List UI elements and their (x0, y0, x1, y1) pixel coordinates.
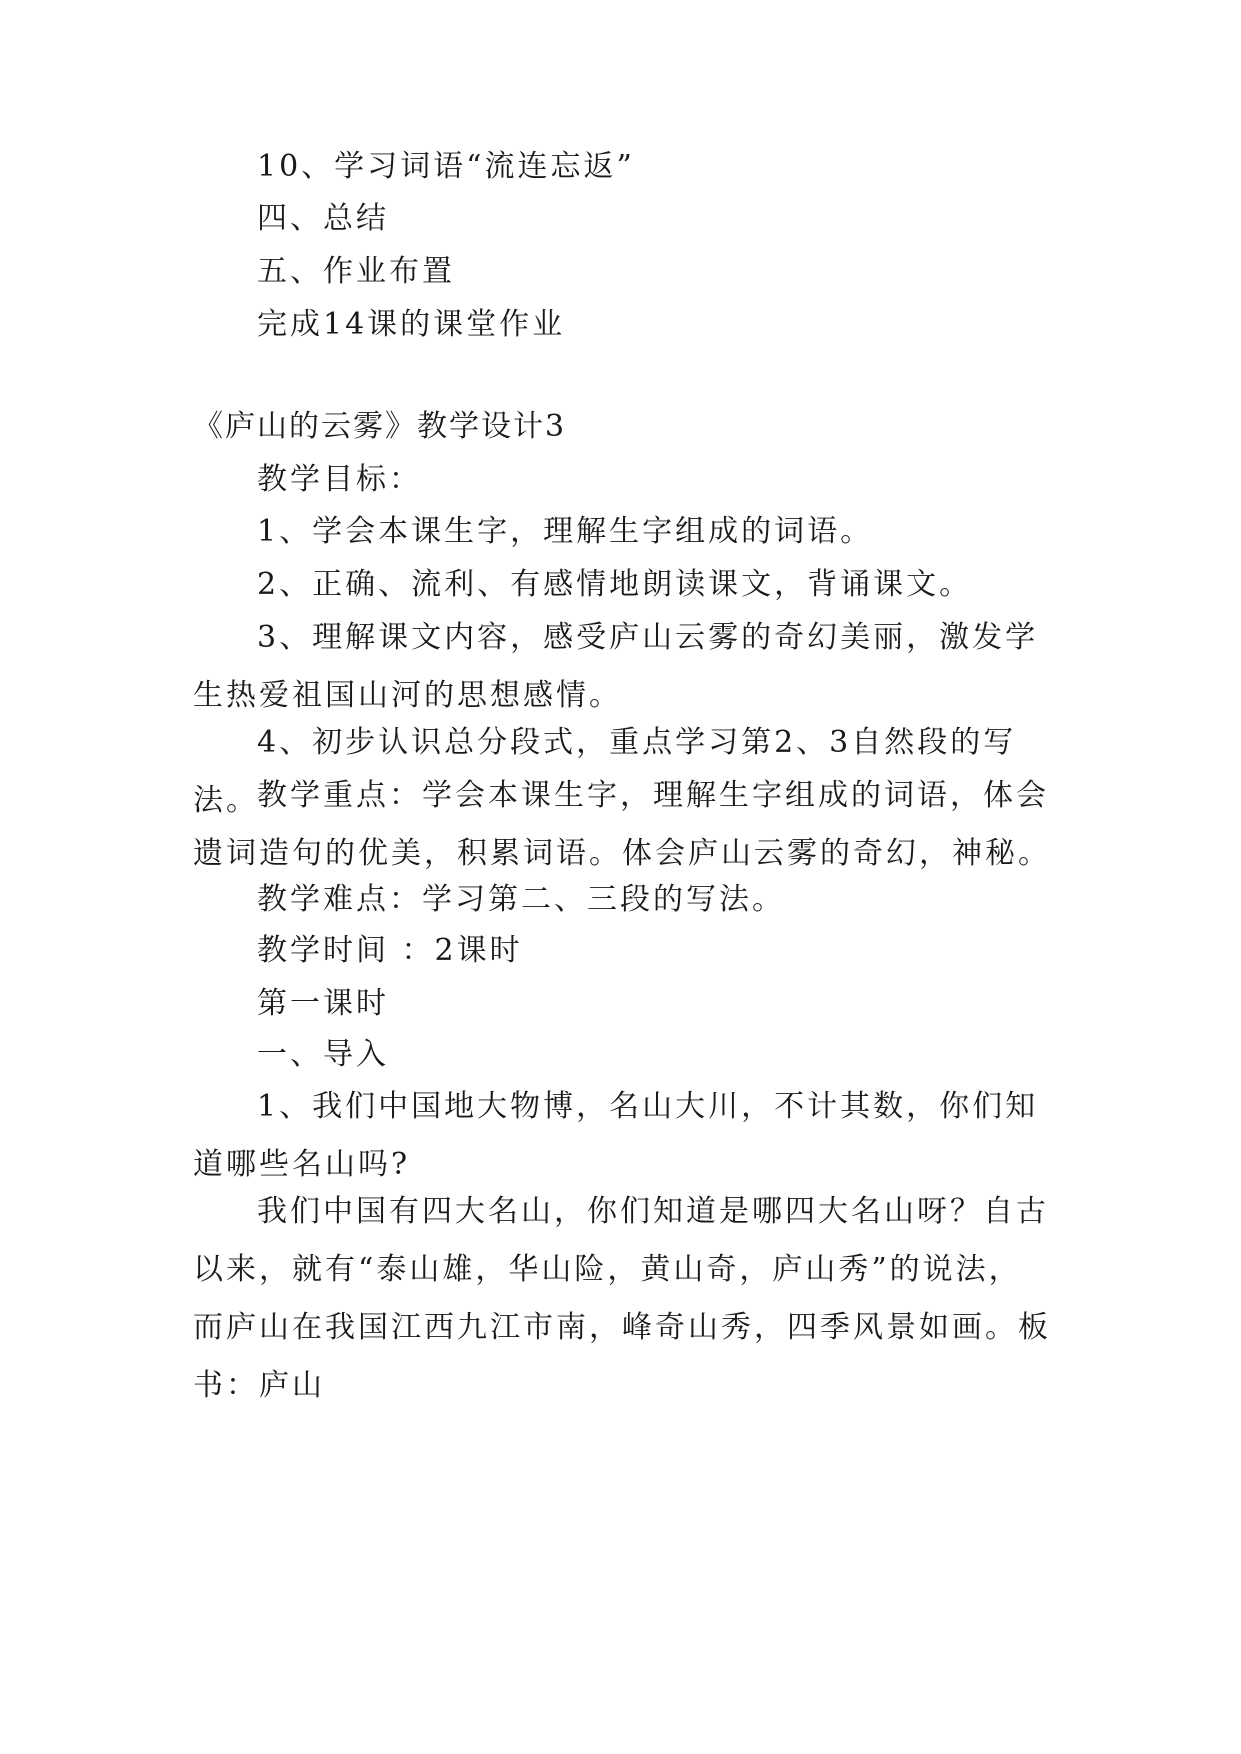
paragraph-duration: 教学时间 ：2课时 (257, 933, 523, 968)
paragraph-objective-3: 3、理解课文内容，感受庐山云雾的奇幻美丽，激发学生热爱祖国山河的思想感情。 (193, 620, 1039, 713)
paragraph-objectives-label: 教学目标： (257, 462, 422, 497)
paragraph-key-points: 教学重点：学会本课生字，理解生字组成的词语，体会遗词造句的优美，积累词语。体会庐山云雾的奇幻，神秘。 (193, 778, 1051, 871)
section-title: 《庐山的云雾》教学设计3 (193, 409, 567, 444)
paragraph-four-mountains: 我们中国有四大名山，你们知道是哪四大名山呀？自古以来，就有“泰山雄，华山险，黄山奇，庐山秀”的说法，而庐山在我国江西九江市南，峰奇山秀，四季风景如画。板书：庐山 (193, 1194, 1051, 1403)
paragraph-intro-question: 1、我们中国地大物博，名山大川，不计其数，你们知道哪些名山吗? (193, 1089, 1039, 1182)
paragraph-introduction: 一、导入 (257, 1037, 389, 1072)
line-summary: 四、总结 (257, 201, 389, 236)
paragraph-objective-1: 1、学会本课生字，理解生字组成的词语。 (257, 514, 874, 549)
line-vocab-study: 10、学习词语“流连忘返” (257, 149, 635, 184)
line-homework-heading: 五、作业布置 (257, 254, 455, 289)
paragraph-objective-4: 4、初步认识总分段式，重点学习第2、3自然段的写法。 (193, 725, 1017, 818)
paragraph-first-lesson: 第一课时 (257, 986, 389, 1021)
paragraph-objective-2: 2、正确、流利、有感情地朗读课文，背诵课文。 (257, 567, 973, 602)
line-homework-detail: 完成14课的课堂作业 (257, 307, 566, 342)
paragraph-difficulties: 教学难点：学习第二、三段的写法。 (257, 882, 785, 917)
